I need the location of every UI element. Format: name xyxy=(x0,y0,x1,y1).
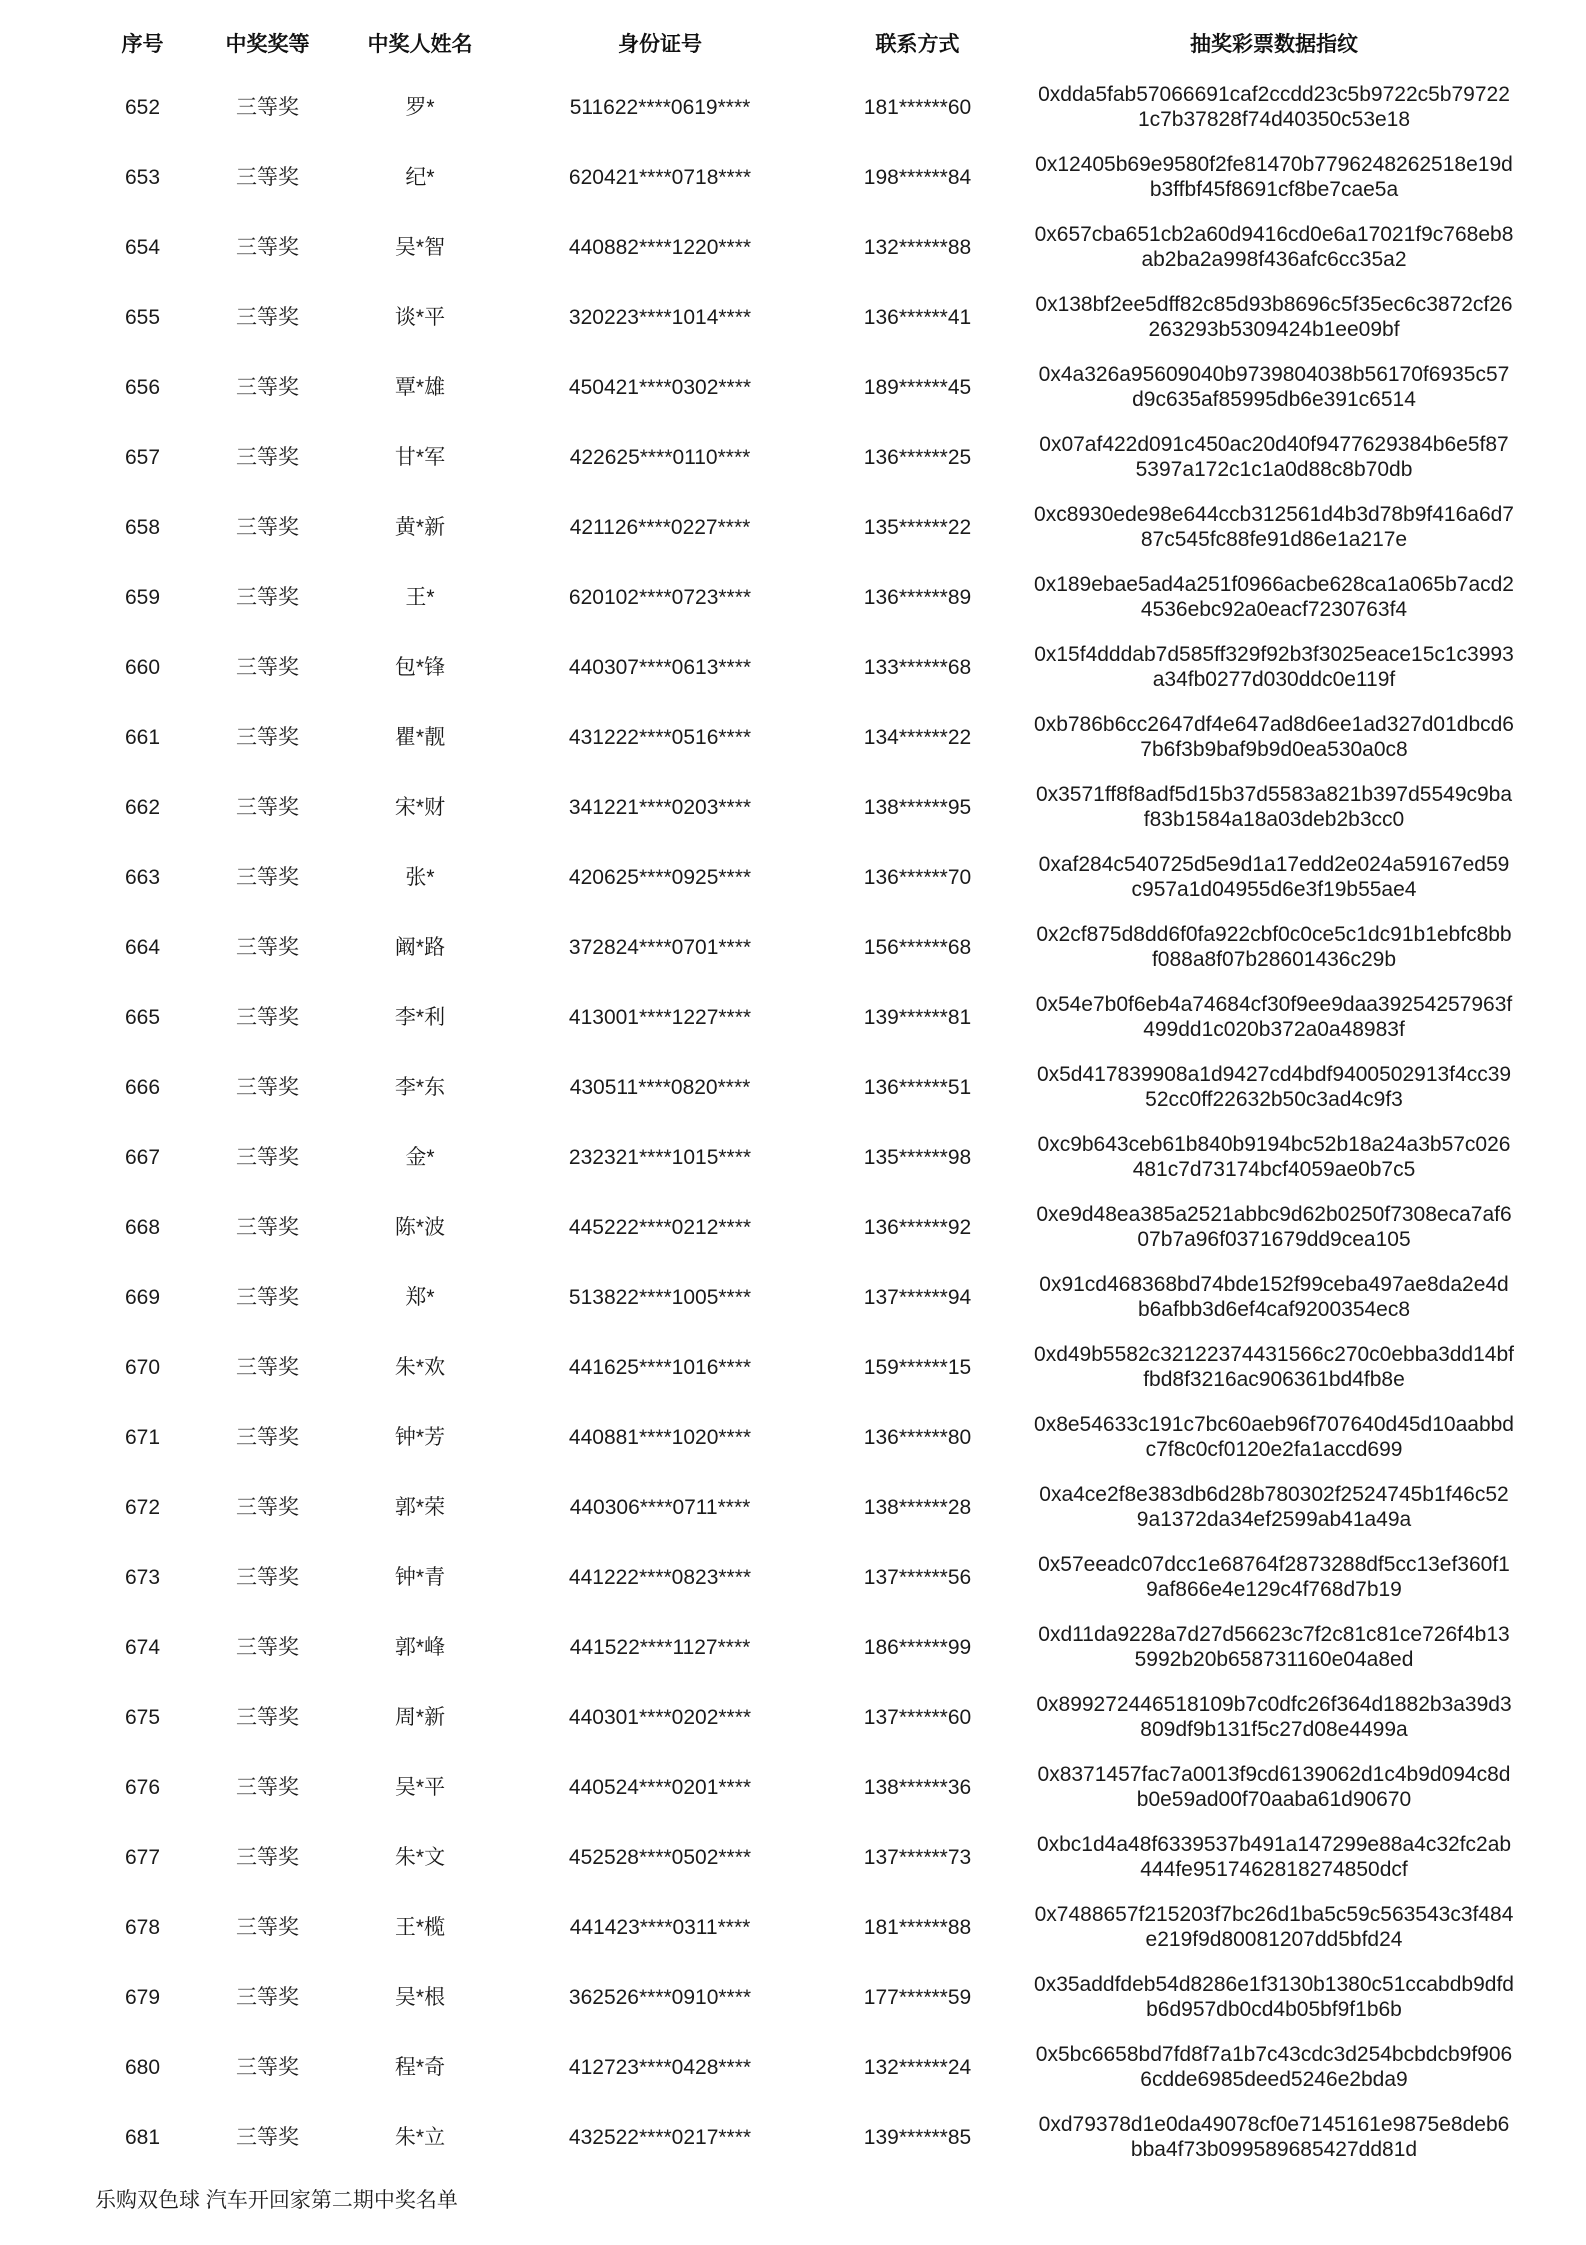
cell-prize-tier: 三等奖 xyxy=(236,1425,299,1449)
cell-ticket-fingerprint: 0x8371457fac7a0013f9cd6139062d1c4b9d094c8db0e59ad00f70aaba61d90670 xyxy=(1037,1763,1511,1811)
cell-serial: 676 xyxy=(124,1775,161,1799)
cell-id-number: 420625****0925**** xyxy=(568,865,752,889)
cell-prize-tier: 三等奖 xyxy=(236,515,299,539)
table-row xyxy=(75,1752,1518,1822)
table-row xyxy=(75,1262,1518,1332)
cell-ticket-fingerprint: 0xc9b643ceb61b840b9194bc52b18a24a3b57c026481c7d73174bcf4059ae0b7c5 xyxy=(1037,1133,1511,1181)
cell-id-number: 441222****0823**** xyxy=(568,1565,752,1589)
cell-ticket-fingerprint: 0x138bf2ee5dff82c85d93b8696c5f35ec6c3872cf26263293b5309424b1ee09bf xyxy=(1035,293,1513,341)
cell-contact: 181******60 xyxy=(863,95,972,119)
cell-id-number: 511622****0619**** xyxy=(569,95,751,119)
cell-winner-name: 陈*波 xyxy=(394,1215,446,1239)
cell-serial: 662 xyxy=(124,795,161,819)
cell-id-number: 440524****0201**** xyxy=(568,1775,752,1799)
cell-contact: 135******98 xyxy=(863,1145,972,1169)
cell-serial: 658 xyxy=(124,515,161,539)
cell-serial: 678 xyxy=(124,1915,161,1939)
cell-ticket-fingerprint: 0x5bc6658bd7fd8f7a1b7c43cdc3d254bcbdcb9f9066cdde6985deed5246e2bda9 xyxy=(1035,2043,1513,2091)
cell-serial: 667 xyxy=(124,1145,161,1169)
cell-winner-name: 郭*荣 xyxy=(394,1495,446,1519)
cell-ticket-fingerprint: 0x57eeadc07dcc1e68764f2873288df5cc13ef360f19af866e4e129c4f768d7b19 xyxy=(1038,1553,1510,1601)
cell-winner-name: 周*新 xyxy=(394,1705,446,1729)
cell-contact: 134******22 xyxy=(863,725,972,749)
table-row xyxy=(75,912,1518,982)
cell-prize-tier: 三等奖 xyxy=(236,1565,299,1589)
table-row xyxy=(75,562,1518,632)
cell-contact: 137******73 xyxy=(863,1845,972,1869)
cell-serial: 680 xyxy=(124,2055,161,2079)
cell-winner-name: 程*奇 xyxy=(394,2055,446,2079)
cell-ticket-fingerprint: 0xd49b5582c32122374431566c270c0ebba3dd14bffbd8f3216ac906361bd4fb8e xyxy=(1034,1343,1514,1391)
cell-winner-name: 朱*立 xyxy=(394,2125,446,2149)
cell-winner-name: 张* xyxy=(405,865,435,889)
cell-id-number: 450421****0302**** xyxy=(568,375,752,399)
cell-winner-name: 宋*财 xyxy=(394,795,446,819)
cell-serial: 664 xyxy=(124,935,161,959)
cell-winner-name: 包*锋 xyxy=(394,655,446,679)
cell-contact: 138******36 xyxy=(863,1775,972,1799)
cell-id-number: 440882****1220**** xyxy=(568,235,752,259)
cell-ticket-fingerprint: 0xbc1d4a48f6339537b491a147299e88a4c32fc2ab444fe9517462818274850dcf xyxy=(1036,1833,1512,1881)
cell-id-number: 413001****1227**** xyxy=(568,1005,752,1029)
cell-prize-tier: 三等奖 xyxy=(236,165,299,189)
cell-winner-name: 覃*雄 xyxy=(394,375,446,399)
cell-contact: 137******56 xyxy=(863,1565,972,1589)
cell-ticket-fingerprint: 0xa4ce2f8e383db6d28b780302f2524745b1f46c529a1372da34ef2599ab41a49a xyxy=(1039,1483,1509,1531)
cell-prize-tier: 三等奖 xyxy=(236,725,299,749)
table-row xyxy=(75,1542,1518,1612)
table-row xyxy=(75,1052,1518,1122)
cell-serial: 661 xyxy=(124,725,161,749)
cell-contact: 136******51 xyxy=(863,1075,972,1099)
cell-prize-tier: 三等奖 xyxy=(236,2055,299,2079)
cell-serial: 653 xyxy=(124,165,161,189)
cell-contact: 136******41 xyxy=(863,305,972,329)
cell-contact: 138******28 xyxy=(863,1495,972,1519)
cell-contact: 132******24 xyxy=(863,2055,972,2079)
cell-ticket-fingerprint: 0x54e7b0f6eb4a74684cf30f9ee9daa39254257963f499dd1c020b372a0a48983f xyxy=(1035,993,1513,1041)
cell-ticket-fingerprint: 0x07af422d091c450ac20d40f9477629384b6e5f875397a172c1c1a0d88c8b70db xyxy=(1039,433,1509,481)
cell-prize-tier: 三等奖 xyxy=(236,1285,299,1309)
cell-id-number: 440306****0711**** xyxy=(569,1495,751,1519)
cell-ticket-fingerprint: 0x8e54633c191c7bc60aeb96f707640d45d10aabbdc7f8c0cf0120e2fa1accd699 xyxy=(1034,1413,1514,1461)
table-row xyxy=(75,492,1518,562)
cell-prize-tier: 三等奖 xyxy=(236,935,299,959)
cell-id-number: 441423****0311**** xyxy=(569,1915,751,1939)
cell-id-number: 441625****1016**** xyxy=(568,1355,752,1379)
cell-prize-tier: 三等奖 xyxy=(236,1005,299,1029)
cell-serial: 673 xyxy=(124,1565,161,1589)
cell-prize-tier: 三等奖 xyxy=(236,445,299,469)
cell-prize-tier: 三等奖 xyxy=(236,1075,299,1099)
cell-winner-name: 金* xyxy=(405,1145,435,1169)
cell-id-number: 362526****0910**** xyxy=(568,1985,752,2009)
cell-winner-name: 罗* xyxy=(405,95,435,119)
table-row xyxy=(75,1682,1518,1752)
cell-serial: 652 xyxy=(124,95,161,119)
column-header-winner-name: 中奖人姓名 xyxy=(367,33,473,56)
cell-id-number: 620102****0723**** xyxy=(568,585,752,609)
table-row xyxy=(75,632,1518,702)
cell-contact: 139******85 xyxy=(863,2125,972,2149)
table-row xyxy=(75,72,1518,142)
cell-winner-name: 纪* xyxy=(405,165,435,189)
cell-ticket-fingerprint: 0x35addfdeb54d8286e1f3130b1380c51ccabdb9dfdb6d957db0cd4b05bf9f1b6b xyxy=(1034,1973,1514,2021)
cell-id-number: 452528****0502**** xyxy=(568,1845,752,1869)
cell-contact: 132******88 xyxy=(863,235,972,259)
table-row xyxy=(75,1612,1518,1682)
table-row xyxy=(75,142,1518,212)
cell-ticket-fingerprint: 0x899272446518109b7c0dfc26f364d1882b3a39d3809df9b131f5c27d08e4499a xyxy=(1036,1693,1512,1741)
table-row xyxy=(75,212,1518,282)
cell-ticket-fingerprint: 0x12405b69e9580f2fe81470b7796248262518e19db3ffbf45f8691cf8be7cae5a xyxy=(1035,153,1513,201)
cell-id-number: 432522****0217**** xyxy=(568,2125,752,2149)
table-row xyxy=(75,1892,1518,1962)
cell-id-number: 430511****0820**** xyxy=(569,1075,751,1099)
cell-ticket-fingerprint: 0x91cd468368bd74bde152f99ceba497ae8da2e4db6afbb3d6ef4caf9200354ec8 xyxy=(1039,1273,1509,1321)
column-header-prize-tier: 中奖奖等 xyxy=(225,33,310,56)
cell-serial: 672 xyxy=(124,1495,161,1519)
footer-caption: 乐购双色球 汽车开回家第二期中奖名单 xyxy=(95,2189,458,2212)
cell-prize-tier: 三等奖 xyxy=(236,305,299,329)
cell-ticket-fingerprint: 0xe9d48ea385a2521abbc9d62b0250f7308eca7af607b7a96f0371679dd9cea105 xyxy=(1036,1203,1512,1251)
table-row xyxy=(75,842,1518,912)
column-header-id-number: 身份证号 xyxy=(618,33,702,56)
cell-winner-name: 吴*智 xyxy=(394,235,446,259)
cell-serial: 666 xyxy=(124,1075,161,1099)
cell-winner-name: 朱*文 xyxy=(394,1845,446,1869)
cell-contact: 186******99 xyxy=(863,1635,972,1659)
cell-ticket-fingerprint: 0xd79378d1e0da49078cf0e7145161e9875e8deb6bba4f73b099589685427dd81d xyxy=(1038,2113,1510,2161)
table-row xyxy=(75,1332,1518,1402)
cell-serial: 677 xyxy=(124,1845,161,1869)
winners-table-header xyxy=(75,0,1518,72)
cell-ticket-fingerprint: 0xaf284c540725d5e9d1a17edd2e024a59167ed59c957a1d04955d6e3f19b55ae4 xyxy=(1038,853,1510,901)
table-row xyxy=(75,1822,1518,1892)
cell-id-number: 372824****0701**** xyxy=(568,935,752,959)
table-row xyxy=(75,1402,1518,1472)
cell-winner-name: 瞿*靓 xyxy=(394,725,446,749)
cell-contact: 139******81 xyxy=(863,1005,972,1029)
cell-winner-name: 朱*欢 xyxy=(394,1355,446,1379)
cell-prize-tier: 三等奖 xyxy=(236,865,299,889)
cell-id-number: 620421****0718**** xyxy=(568,165,752,189)
cell-prize-tier: 三等奖 xyxy=(236,375,299,399)
cell-winner-name: 钟*芳 xyxy=(394,1425,446,1449)
cell-contact: 189******45 xyxy=(863,375,972,399)
cell-ticket-fingerprint: 0x3571ff8f8adf5d15b37d5583a821b397d5549c9baf83b1584a18a03deb2b3cc0 xyxy=(1035,783,1513,831)
cell-prize-tier: 三等奖 xyxy=(236,1355,299,1379)
cell-id-number: 441522****1127**** xyxy=(569,1635,751,1659)
cell-ticket-fingerprint: 0x657cba651cb2a60d9416cd0e6a17021f9c768eb8ab2ba2a998f436afc6cc35a2 xyxy=(1034,223,1514,271)
cell-prize-tier: 三等奖 xyxy=(236,1775,299,1799)
table-row xyxy=(75,422,1518,492)
cell-prize-tier: 三等奖 xyxy=(236,1495,299,1519)
cell-ticket-fingerprint: 0xdda5fab57066691caf2ccdd23c5b9722c5b797221c7b37828f74d40350c53e18 xyxy=(1038,83,1510,131)
cell-prize-tier: 三等奖 xyxy=(236,1845,299,1869)
cell-contact: 177******59 xyxy=(863,1985,972,2009)
cell-contact: 198******84 xyxy=(863,165,972,189)
cell-prize-tier: 三等奖 xyxy=(236,2125,299,2149)
table-row xyxy=(75,702,1518,772)
cell-contact: 133******68 xyxy=(863,655,972,679)
cell-winner-name: 王* xyxy=(405,585,435,609)
cell-serial: 659 xyxy=(124,585,161,609)
cell-serial: 663 xyxy=(124,865,161,889)
column-header-fingerprint: 抽奖彩票数据指纹 xyxy=(1190,33,1358,56)
table-row xyxy=(75,2102,1518,2172)
cell-id-number: 412723****0428**** xyxy=(568,2055,752,2079)
cell-ticket-fingerprint: 0x4a326a95609040b9739804038b56170f6935c57d9c635af85995db6e391c6514 xyxy=(1038,363,1510,411)
cell-serial: 655 xyxy=(124,305,161,329)
table-row xyxy=(75,1192,1518,1262)
cell-winner-name: 谈*平 xyxy=(394,305,446,329)
cell-prize-tier: 三等奖 xyxy=(236,1635,299,1659)
cell-id-number: 320223****1014**** xyxy=(568,305,752,329)
header-row xyxy=(75,0,1518,72)
cell-serial: 681 xyxy=(124,2125,161,2149)
cell-winner-name: 阚*路 xyxy=(394,935,446,959)
cell-id-number: 445222****0212**** xyxy=(568,1215,752,1239)
cell-prize-tier: 三等奖 xyxy=(236,1705,299,1729)
cell-contact: 137******60 xyxy=(863,1705,972,1729)
cell-ticket-fingerprint: 0x2cf875d8dd6f0fa922cbf0c0ce5c1dc91b1ebfc8bbf088a8f07b28601436c29b xyxy=(1036,923,1512,971)
cell-serial: 654 xyxy=(124,235,161,259)
winners-table xyxy=(75,0,1518,2172)
cell-contact: 138******95 xyxy=(863,795,972,819)
cell-winner-name: 吴*平 xyxy=(394,1775,446,1799)
cell-id-number: 513822****1005**** xyxy=(568,1285,752,1309)
cell-winner-name: 甘*军 xyxy=(394,445,446,469)
cell-serial: 675 xyxy=(124,1705,161,1729)
cell-serial: 674 xyxy=(124,1635,161,1659)
cell-contact: 136******70 xyxy=(863,865,972,889)
cell-contact: 135******22 xyxy=(863,515,972,539)
cell-winner-name: 王*榄 xyxy=(394,1915,446,1939)
cell-serial: 669 xyxy=(124,1285,161,1309)
cell-prize-tier: 三等奖 xyxy=(236,1985,299,2009)
cell-serial: 660 xyxy=(124,655,161,679)
cell-serial: 665 xyxy=(124,1005,161,1029)
column-header-contact: 联系方式 xyxy=(875,33,960,56)
table-row xyxy=(75,282,1518,352)
cell-id-number: 431222****0516**** xyxy=(568,725,752,749)
cell-contact: 136******80 xyxy=(863,1425,972,1449)
cell-ticket-fingerprint: 0xd11da9228a7d27d56623c7f2c81c81ce726f4b135992b20b658731160e04a8ed xyxy=(1038,1623,1510,1671)
cell-ticket-fingerprint: 0x15f4dddab7d585ff329f92b3f3025eace15c1c3993a34fb0277d030ddc0e119f xyxy=(1034,643,1514,691)
cell-serial: 670 xyxy=(124,1355,161,1379)
cell-prize-tier: 三等奖 xyxy=(236,1915,299,1939)
cell-id-number: 440307****0613**** xyxy=(568,655,752,679)
cell-ticket-fingerprint: 0x5d417839908a1d9427cd4bdf9400502913f4cc3952cc0ff22632b50c3ad4c9f3 xyxy=(1036,1063,1512,1111)
table-row xyxy=(75,352,1518,422)
cell-serial: 671 xyxy=(124,1425,161,1449)
table-row xyxy=(75,1472,1518,1542)
table-row xyxy=(75,772,1518,842)
cell-id-number: 440301****0202**** xyxy=(568,1705,752,1729)
cell-contact: 137******94 xyxy=(863,1285,972,1309)
cell-winner-name: 郭*峰 xyxy=(394,1635,446,1659)
cell-winner-name: 黄*新 xyxy=(394,515,446,539)
cell-prize-tier: 三等奖 xyxy=(236,95,299,119)
cell-id-number: 422625****0110**** xyxy=(569,445,751,469)
column-header-serial: 序号 xyxy=(121,33,164,56)
cell-ticket-fingerprint: 0xb786b6cc2647df4e647ad8d6ee1ad327d01dbcd67b6f3b9baf9b9d0ea530a0c8 xyxy=(1034,713,1514,761)
cell-prize-tier: 三等奖 xyxy=(236,585,299,609)
cell-winner-name: 郑* xyxy=(405,1285,435,1309)
cell-contact: 136******92 xyxy=(863,1215,972,1239)
cell-prize-tier: 三等奖 xyxy=(236,1215,299,1239)
cell-contact: 136******89 xyxy=(863,585,972,609)
cell-prize-tier: 三等奖 xyxy=(236,795,299,819)
cell-contact: 159******15 xyxy=(863,1355,972,1379)
cell-ticket-fingerprint: 0x189ebae5ad4a251f0966acbe628ca1a065b7acd24536ebc92a0eacf7230763f4 xyxy=(1034,573,1514,621)
cell-winner-name: 李*东 xyxy=(394,1075,446,1099)
cell-winner-name: 吴*根 xyxy=(394,1985,446,2009)
cell-id-number: 421126****0227**** xyxy=(569,515,751,539)
cell-serial: 656 xyxy=(124,375,161,399)
cell-contact: 136******25 xyxy=(863,445,972,469)
cell-id-number: 232321****1015**** xyxy=(568,1145,752,1169)
table-row xyxy=(75,982,1518,1052)
table-row xyxy=(75,1962,1518,2032)
cell-prize-tier: 三等奖 xyxy=(236,655,299,679)
table-row xyxy=(75,2032,1518,2102)
table-row xyxy=(75,1122,1518,1192)
cell-ticket-fingerprint: 0x7488657f215203f7bc26d1ba5c59c563543c3f484e219f9d80081207dd5bfd24 xyxy=(1034,1903,1514,1951)
cell-contact: 156******68 xyxy=(863,935,972,959)
cell-prize-tier: 三等奖 xyxy=(236,1145,299,1169)
cell-serial: 679 xyxy=(124,1985,161,2009)
cell-contact: 181******88 xyxy=(863,1915,972,1939)
cell-id-number: 440881****1020**** xyxy=(568,1425,752,1449)
cell-prize-tier: 三等奖 xyxy=(236,235,299,259)
cell-winner-name: 钟*青 xyxy=(394,1565,446,1589)
cell-id-number: 341221****0203**** xyxy=(568,795,752,819)
cell-serial: 657 xyxy=(124,445,161,469)
cell-winner-name: 李*利 xyxy=(394,1005,446,1029)
cell-ticket-fingerprint: 0xc8930ede98e644ccb312561d4b3d78b9f416a6d787c545fc88fe91d86e1a217e xyxy=(1034,503,1514,551)
cell-serial: 668 xyxy=(124,1215,161,1239)
winners-table-body xyxy=(75,72,1518,2172)
